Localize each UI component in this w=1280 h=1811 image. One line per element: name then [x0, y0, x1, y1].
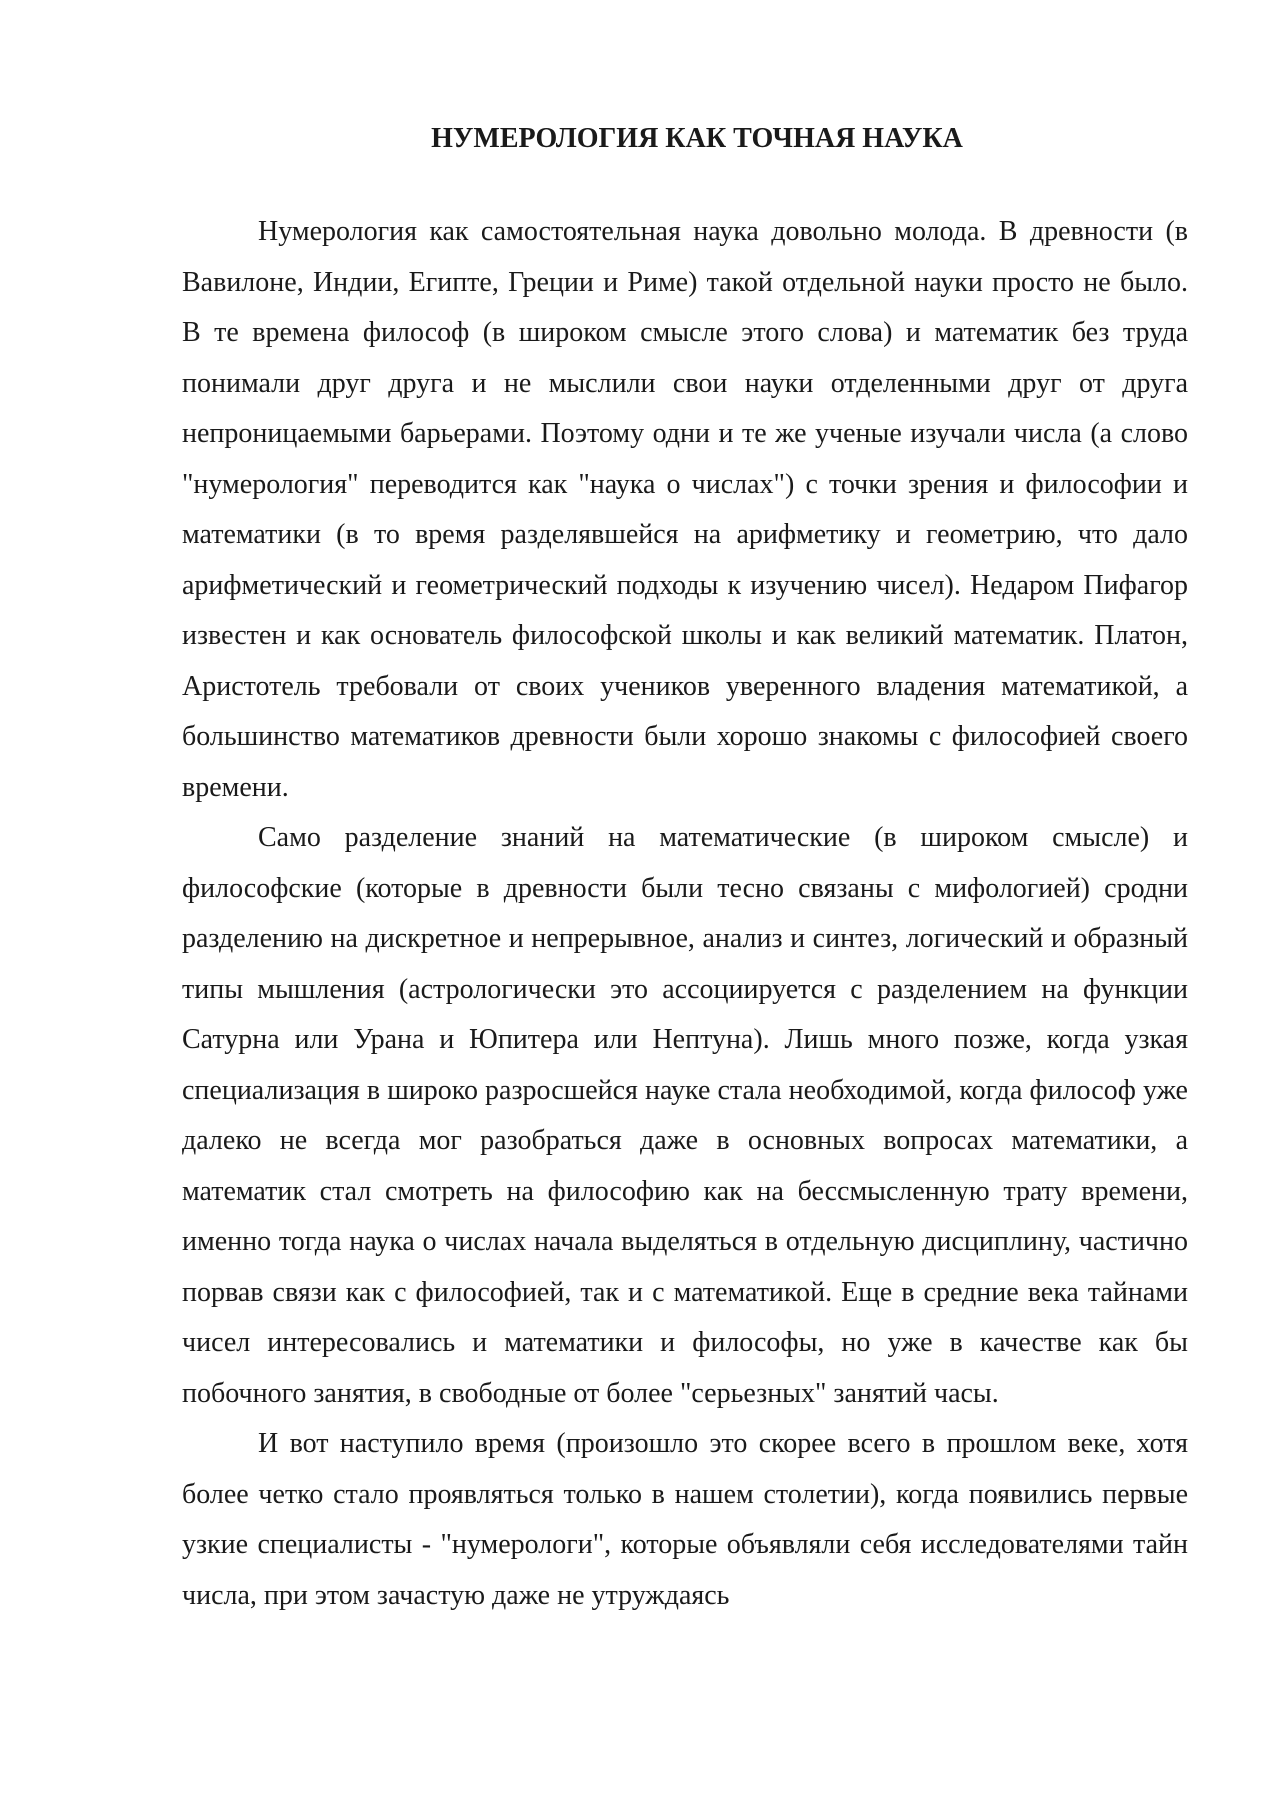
- paragraph-1: Нумерология как самостоятельная наука довольно молода. В древности (в Вавилоне, Индии, Египте, Греции и Риме) такой отдельной науки просто не было. В те времена философ (в широком смысле этого слова) и математик без труда понимали друг друга и не мыслили свои науки отделенными друг от друга непроницаемыми барьерами. Поэтому одни и те же ученые изучали числа (а слово "нумерология" переводится как "наука о числах") с точки зрения и философии и математики (в то время разделявшейся на арифметику и геометрию, что дало арифметический и геометрический подходы к изучению чисел). Недаром Пифагор известен и как основатель философской школы и как великий математик. Платон, Аристотель требовали от своих учеников уверенного владения математикой, а большинство математиков древности были хорошо знакомы с философией своего времени.: [182, 216, 1188, 803]
- document-title: НУМЕРОЛОГИЯ КАК ТОЧНАЯ НАУКА: [431, 123, 963, 154]
- paragraph-3: И вот наступило время (произошло это скорее всего в прошлом веке, хотя более четко стало проявляться только в нашем столетии), когда появились первые узкие специалисты - "нумерологи", которые объявляли себя исследователями тайн числа, при этом зачастую даже не утруждаясь: [182, 1428, 1188, 1611]
- document-body: [182, 207, 1188, 1621]
- paragraph-2: Само разделение знаний на математические (в широком смысле) и философские (которые в древности были тесно связаны с мифологией) сродни разделению на дискретное и непрерывное, анализ и синтез, логический и образный типы мышления (астрологически это ассоциируется с разделением на функции Сатурна или Урана и Юпитера или Нептуна). Лишь много позже, когда узкая специализация в широко разросшейся науке стала необходимой, когда философ уже далеко не всегда мог разобраться даже в основных вопросах математики, а математик стал смотреть на философию как на бессмысленную трату времени, именно тогда наука о числах начала выделяться в отдельную дисциплину, частично порвав связи как с философией, так и с математикой. Еще в средние века тайнами чисел интересовались и математики и философы, но уже в качестве как бы побочного занятия, в свободные от более "серьезных" занятий часы.: [182, 822, 1188, 1409]
